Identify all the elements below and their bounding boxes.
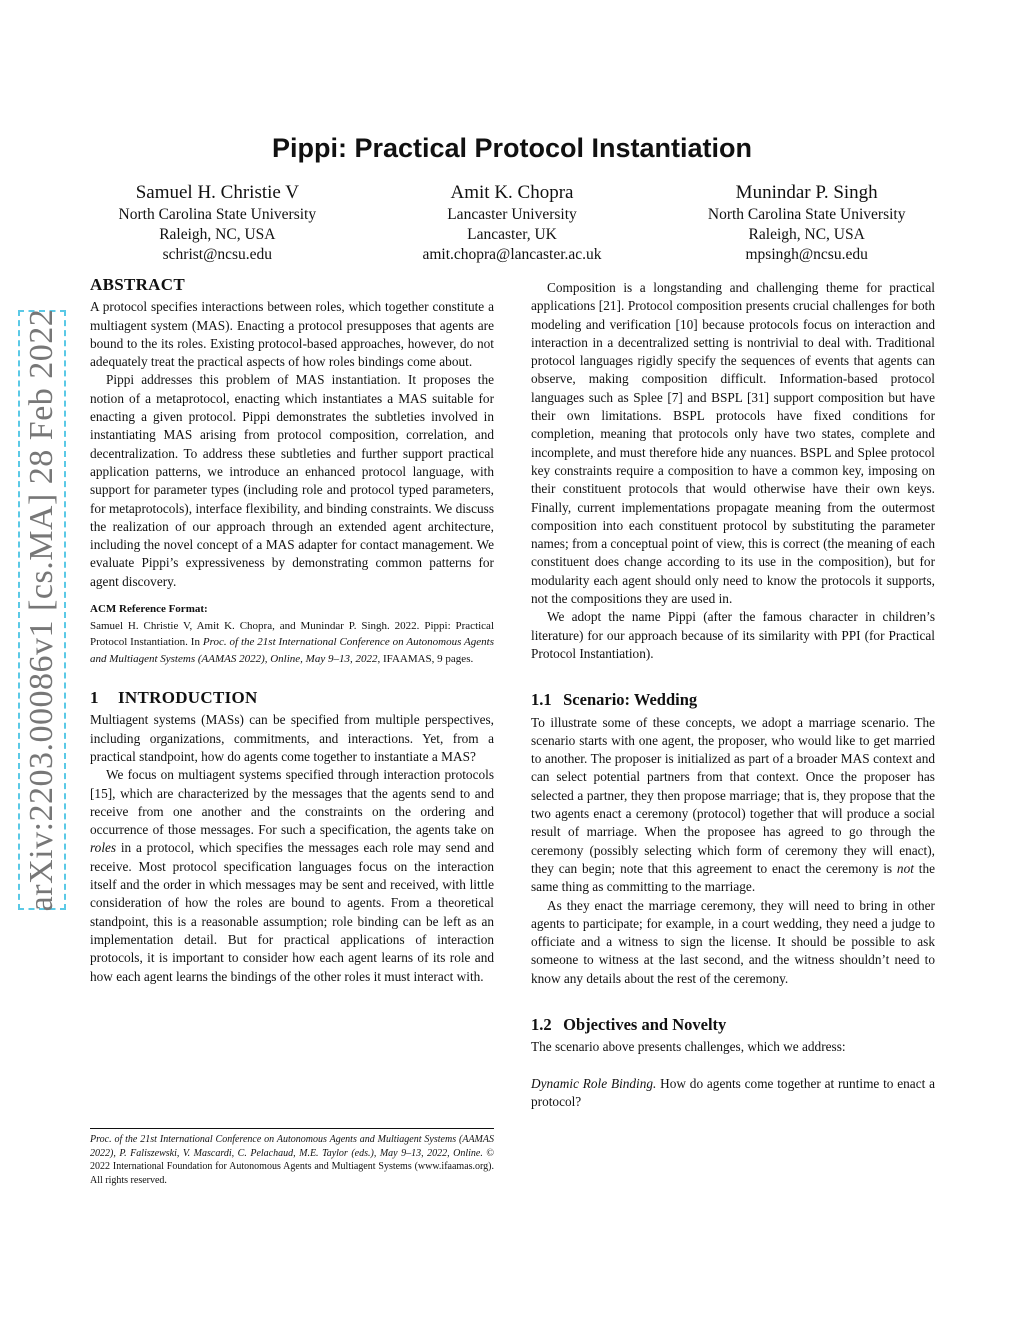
subsection-heading-objectives [531, 1016, 935, 1034]
section-title: INTRODUCTION [118, 688, 258, 708]
subsection-heading-scenario [531, 691, 935, 709]
author-block [70, 181, 954, 265]
arxiv-identifier: arXiv:2203.00086v1 [cs.MA] 28 Feb 2022 [23, 308, 60, 912]
author-email: mpsingh@ncsu.edu [745, 246, 868, 263]
right-column [531, 279, 935, 1111]
text-run: We focus on multiagent systems specified through interaction protocols [15], which are characterized by the messages that the agents send to and receive from one another and the constraints on the ordering and occurrence of those messages. For such a specification, the agents take on [90, 767, 494, 838]
text-run: To illustrate some of these concepts, we adopt a marriage scenario. The scenario starts with one agent, the proposer, who would like to get married to another. The proposer is initialized as part of a broader MAS context and can select potential partners from that context. Once the proposer has selected a partner, they then propose marriage; that is, they propose that the two agents enact a ceremony (protocol) together that will produce a social result of marriage. When the proposee has agreed to go through the ceremony (possibly selecting which form of ceremony they will enact), they can begin; note that this agreement to enact the ceremony is [531, 714, 935, 876]
run-in-heading: Dynamic Role Binding. [531, 1075, 657, 1091]
acm-reference [90, 601, 494, 667]
author-location: Raleigh, NC, USA [748, 226, 865, 243]
abstract-paragraph-2: Pippi addresses this problem of MAS instantiation. It proposes the notion of a metaprotocol, enacting which instantiates a MAS suitable for enacting a given protocol. Pippi demonstrates the subtleties involved in instantiating MAS arising from protocol composition, correlation, and decentralization. To address these subtleties and further support practical application patterns, we introduce an enhanced protocol language, with support for parameter types (including role and protocol typed parameters, for metaprotocols), interface flexibility, and binding constraints. We discuss the realization of our approach through an extended agent architecture, including the novel concept of a MAS adapter for contact management. We evaluate Pippi’s expressiveness by demonstrating common patterns for agent discovery. [90, 372, 494, 589]
footnote-copyright: © 2022 International Foundation for Autonomous Agents and Multiagent Systems (www.ifaamas.org). All rights reserved. [90, 1147, 494, 1186]
author-email: amit.chopra@lancaster.ac.uk [422, 246, 602, 263]
composition-paragraph: Composition is a longstanding and challenging theme for practical applications [21]. Protocol composition presents crucial challenges for both modeling and verification [10] because protocols focus on interaction and interaction in a decentralized setting is nontrivial to deal with. Traditional protocol languages rigidly specify the sequences of events that agents can observe, making composition difficult. Information-based protocol languages such as Splee [7] and BSPL [31] support composition but have their own limitations. BSPL protocols have fixed conditions for completion, meaning that protocols only have two states, complete and incomplete, and must therefore hide any nuances. BSPL and Splee protocol key constraints require a composition to have a common key, imposing on their constituent protocols that would otherwise have their own keys. Finally, current implementations propagate meaning from the outermost composition into each constituent protocol by substituting the parameter names; from a conceptual point of view, this is correct (the meaning of each constituent does change according to its use in the composition), but for modularity each agent should only need to know the protocols it supports, not the compositions they are used in. [531, 280, 935, 607]
author-1 [70, 181, 365, 265]
intro-paragraph-1: Multiagent systems (MASs) can be specified from multiple perspectives, including organizations, commitments, and interactions. Yet, from a practical standpoint, how do agents come together to instantiate a MAS? [90, 712, 494, 764]
section-heading-introduction [90, 689, 494, 707]
author-name: Samuel H. Christie V [135, 182, 299, 203]
author-name: Amit K. Chopra [450, 182, 574, 203]
name-origin-paragraph: We adopt the name Pippi (after the famous character in children’s literature) for our approach because of its similarity with PPI (for Practical Protocol Instantiation). [531, 609, 935, 661]
acm-venue: Proc. of the 21st International Conference on Autonomous Agents and Multiagent Systems (AAMAS 2022), Online, May 9–13, 2022 [90, 636, 494, 665]
author-3 [659, 181, 954, 265]
author-2 [365, 181, 660, 265]
left-column [90, 276, 494, 986]
subsection-title: Scenario: Wedding [563, 690, 698, 710]
scenario-paragraph-2: As they enact the marriage ceremony, they will need to bring in other agents to participate; for example, in a court wedding, they need a judge to officiate and a witness to sign the license. It should be possible to ask someone to witness at the last second, and the witness shouldn’t need to know any details about the rest of the ceremony. [531, 897, 935, 986]
subsection-number: 1.1 [531, 690, 552, 710]
arxiv-stamp [18, 310, 66, 910]
author-affiliation: North Carolina State University [118, 206, 317, 223]
paper-title: Pippi: Practical Protocol Instantiation [271, 133, 753, 163]
objectives-intro: The scenario above presents challenges, which we address: [531, 1039, 846, 1055]
author-name: Munindar P. Singh [735, 182, 878, 203]
author-affiliation: North Carolina State University [707, 206, 906, 223]
footnote-proceedings: Proc. of the 21st International Conference on Autonomous Agents and Multiagent Systems (AAMAS 2022), P. Faliszewski, V. Mascardi, C. Pelachaud, M.E. Taylor (eds.), May 9–13, 2022, Online. [90, 1134, 494, 1159]
acm-reference-heading: ACM Reference Format: [90, 603, 208, 616]
author-location: Raleigh, NC, USA [159, 226, 276, 243]
scenario-paragraph-1 [531, 714, 935, 897]
intro-paragraph-2 [90, 766, 494, 986]
subsection-number: 1.2 [531, 1014, 552, 1034]
text-run: in a protocol, which specifies the messages each role may send and receive. Most protocol specification languages focus on the interaction itself and the order in which messages may be sent and received, with little consideration of how the roles are bound to agents. From a theoretical standpoint, this is a reasonable assumption; role binding can be left as an implementation detail. But for practical applications of interaction protocols, it is important to consider how each agent learns of its role and how each agent learns the bindings of the other roles it must interact with. [90, 840, 494, 984]
abstract-paragraph-1: A protocol specifies interactions between roles, which together constitute a multiagent system (MAS). Enacting a protocol presupposes that agents are bound to the its roles. Existing protocol-based approaches, however, do not adequately treat the practical aspects of how roles bindings come about. [90, 299, 494, 370]
author-location: Lancaster, UK [467, 226, 557, 243]
dynamic-role-binding-paragraph [531, 1075, 935, 1112]
text-run: the same thing as committing to the marriage. [531, 860, 935, 895]
emphasis: roles [90, 840, 117, 856]
acm-citation-tail: , IFAAMAS, 9 pages. [377, 652, 474, 665]
acm-citation-text: Samuel H. Christie V, Amit K. Chopra, and Munindar P. Singh. 2022. Pippi: Practical Protocol Instantiation. In [90, 619, 494, 649]
copyright-footnote [90, 1133, 494, 1187]
acm-reference-text [90, 618, 494, 668]
subsection-title: Objectives and Novelty [563, 1014, 727, 1034]
text-run: How do agents come together at runtime to enact a protocol? [531, 1075, 935, 1109]
emphasis: not [896, 860, 914, 876]
abstract-heading: ABSTRACT [90, 275, 185, 294]
author-affiliation: Lancaster University [447, 206, 577, 223]
section-number: 1 [90, 688, 99, 708]
footnote-divider [90, 1128, 494, 1129]
author-email: schrist@ncsu.edu [162, 246, 273, 263]
